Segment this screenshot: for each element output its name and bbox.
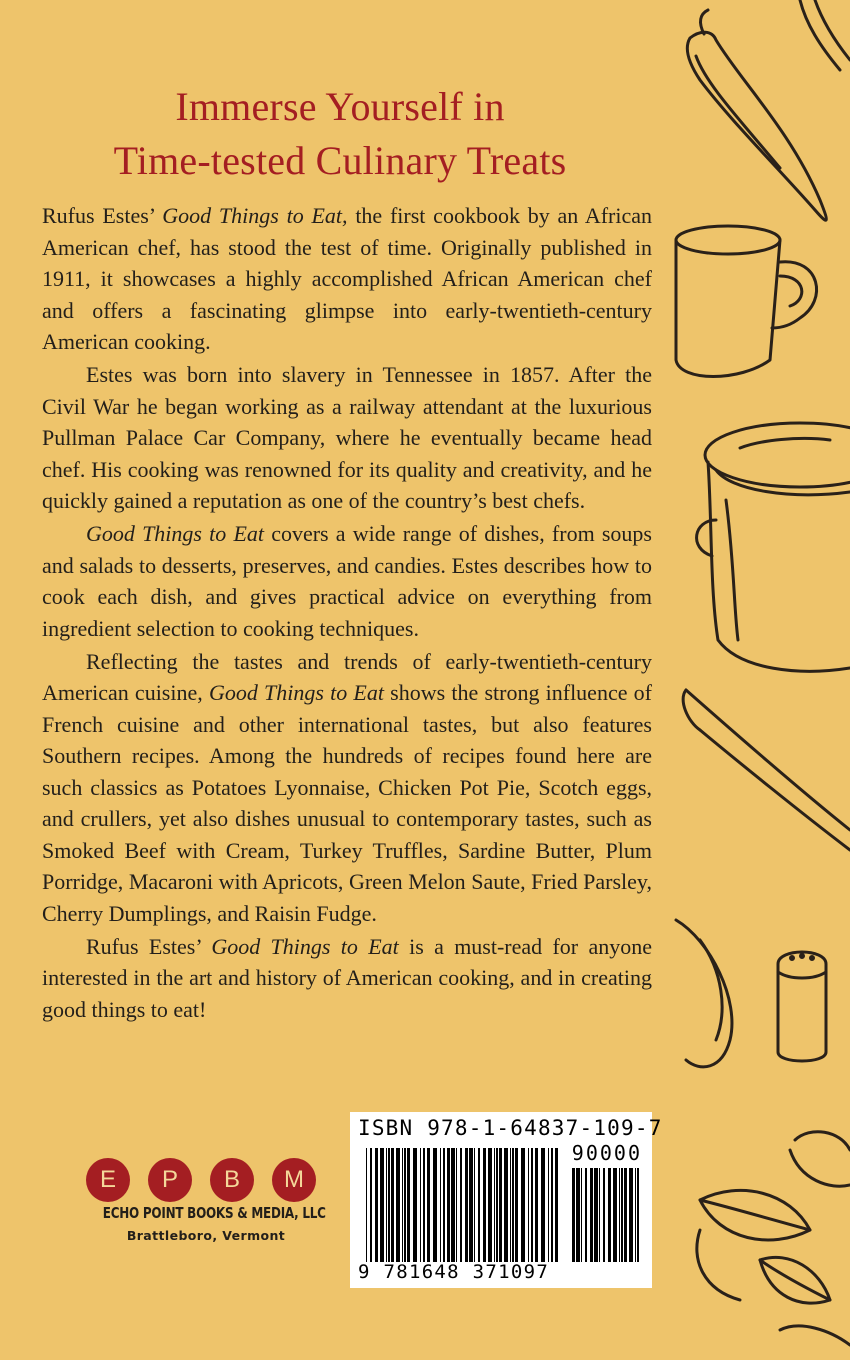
chili-pepper-icon [687,0,850,220]
book-title-italic: Good Things to Eat [211,933,399,959]
barcode-bar [447,1148,450,1262]
paragraph-2: Estes was born into slavery in Tennessee in 1857. After the Civil War he began working as a railway attendant at the luxurious Pullman Palace Car Company, where he eventually became head chef. His cooking was renowned for its quality and creativity, and he quickly gained a reputation as one of the country’s best chefs. [42,362,652,513]
barcode-bar [366,1148,367,1262]
barcode-bar [555,1148,558,1262]
barcode-bar [488,1148,492,1262]
barcode-bar [375,1148,378,1262]
price-code: 90000 [571,1141,642,1165]
paragraph-5-text-b: is a must-read for anyone interested in the art and history of American cooking, and in creating good things to eat! [42,933,652,1022]
barcode-bar [407,1148,410,1262]
barcode-bar [576,1168,580,1262]
barcode-bar [535,1148,538,1262]
barcode-bar [548,1148,549,1262]
barcode-bar [521,1148,525,1262]
barcode-bar [572,1168,575,1262]
barcode-bar [427,1148,430,1262]
barcode-bar [433,1148,437,1262]
barcode-bar [478,1148,480,1262]
barcode-bar [451,1148,455,1262]
barcode-bar [512,1148,514,1262]
barcode-bar [483,1148,486,1262]
barcode-bar [386,1148,387,1262]
barcode-bar [460,1148,462,1262]
barcode-bar [510,1148,511,1262]
barcode-bar [402,1148,403,1262]
barcode-bar [465,1148,468,1262]
barcode-bar [621,1168,623,1262]
barcode-bar [469,1148,473,1262]
barcode-bar [420,1148,421,1262]
basil-leaves-icon [697,1190,850,1345]
barcode-bar [440,1148,441,1262]
barcode-bar [528,1148,529,1262]
paragraph-4-text-a: Reflecting the tastes and trends of early-twentieth-century American cuisine, [42,648,652,705]
paragraph-3-text: covers a wide range of dishes, from soups and salads to desserts, preserves, and candies. Estes describes how to cook each dish, and gives practical advice on everything from ingredient selection to cooking techniques. [42,521,652,641]
barcode-bar [541,1148,545,1262]
paragraph-4 [42,646,652,930]
logo-letters [86,1158,326,1204]
barcode-bar [391,1148,394,1262]
barcode-bar [494,1148,495,1262]
publisher-location: Brattleboro, Vermont [126,1228,286,1243]
book-title-italic: Good Things to Eat, [162,203,348,228]
barcode-bar [551,1148,553,1262]
barcode-bar [504,1148,508,1262]
book-title-italic: Good Things to Eat [86,521,265,546]
isbn-barcode [350,1112,663,1288]
barcode-bar [380,1148,384,1262]
barcode-bar [443,1148,445,1262]
publisher-name: ECHO POINT BOOKS & MEDIA, LLC [102,1204,326,1222]
barcode-bar [599,1168,600,1262]
paragraph-1-text-a: Rufus Estes’ [42,203,163,228]
cup-icon [676,226,817,377]
barcode-bar [637,1168,639,1262]
barcode-bar [624,1168,627,1262]
paragraph-5 [42,931,652,1026]
cover-heading [40,80,640,188]
logo-letter-b: B [210,1158,254,1202]
barcode-bar [413,1148,417,1262]
spoon-icon [676,920,850,1186]
barcode-bar [585,1168,587,1262]
barcode-bar [531,1148,533,1262]
salt-shaker-icon [778,952,826,1061]
logo-letter-m: M [272,1158,316,1202]
barcode-bar [404,1148,406,1262]
logo-letter-e: E [86,1158,130,1202]
barcode-digits: 9 781648 371097 [358,1261,550,1283]
barcode-bar [613,1168,617,1262]
paragraph-3 [42,518,652,644]
paragraph-4-text-b: shows the strong influence of French cuisine and other international tastes, but also features Southern recipes. Among the hundreds of recipes found here are such classics as Potatoes Lyonnaise, Chicken Pot Pie, Scotch eggs, and crullers, yet also dishes unusual to contemporary tastes, such as Smoked Beef with Cream, Turkey Truffles, Sardine Butter, Plum Porridge, Macaroni with Apricots, Green Melon Saute, Fried Parsley, Cherry Dumplings, and Raisin Fudge. [42,680,652,926]
isbn-text: ISBN 978-1-64837-109-7 [358,1116,663,1140]
barcode-bar [496,1148,498,1262]
paragraph-1 [42,200,652,358]
barcode-bar [370,1148,372,1262]
publisher-logo [86,1158,326,1258]
cooking-pot-icon [697,423,850,671]
barcode-bar [515,1148,518,1262]
barcode-bar [499,1148,502,1262]
paragraph-1-text-b: the first cookbook by an African American chef, has stood the test of time. Originally published in 1911, it showcases a highly accomplished African American chef and offers a fascinating glimpse into early-twentieth-century American cooking. [42,203,653,354]
barcode-bar [619,1168,620,1262]
barcode-bar [594,1168,598,1262]
barcode-bar [423,1148,425,1262]
heading-line-1: Immerse Yourself in [175,84,505,129]
barcode-bar [603,1168,605,1262]
barcode-bar [396,1148,400,1262]
paragraph-5-text-a: Rufus Estes’ [86,933,212,959]
barcode-bar [456,1148,457,1262]
logo-letter-p: P [148,1158,192,1202]
barcode-bar [590,1168,593,1262]
heading-line-2: Time-tested Culinary Treats [113,138,567,183]
barcode-bar [629,1168,633,1262]
barcode-bar [388,1148,390,1262]
barcode-bar [581,1168,582,1262]
barcode-bar [608,1168,611,1262]
rolling-pin-icon [683,690,850,850]
blurb-text [42,200,652,1027]
barcode-bar [635,1168,636,1262]
barcode-bar [474,1148,475,1262]
book-title-italic: Good Things to Eat [208,680,384,705]
